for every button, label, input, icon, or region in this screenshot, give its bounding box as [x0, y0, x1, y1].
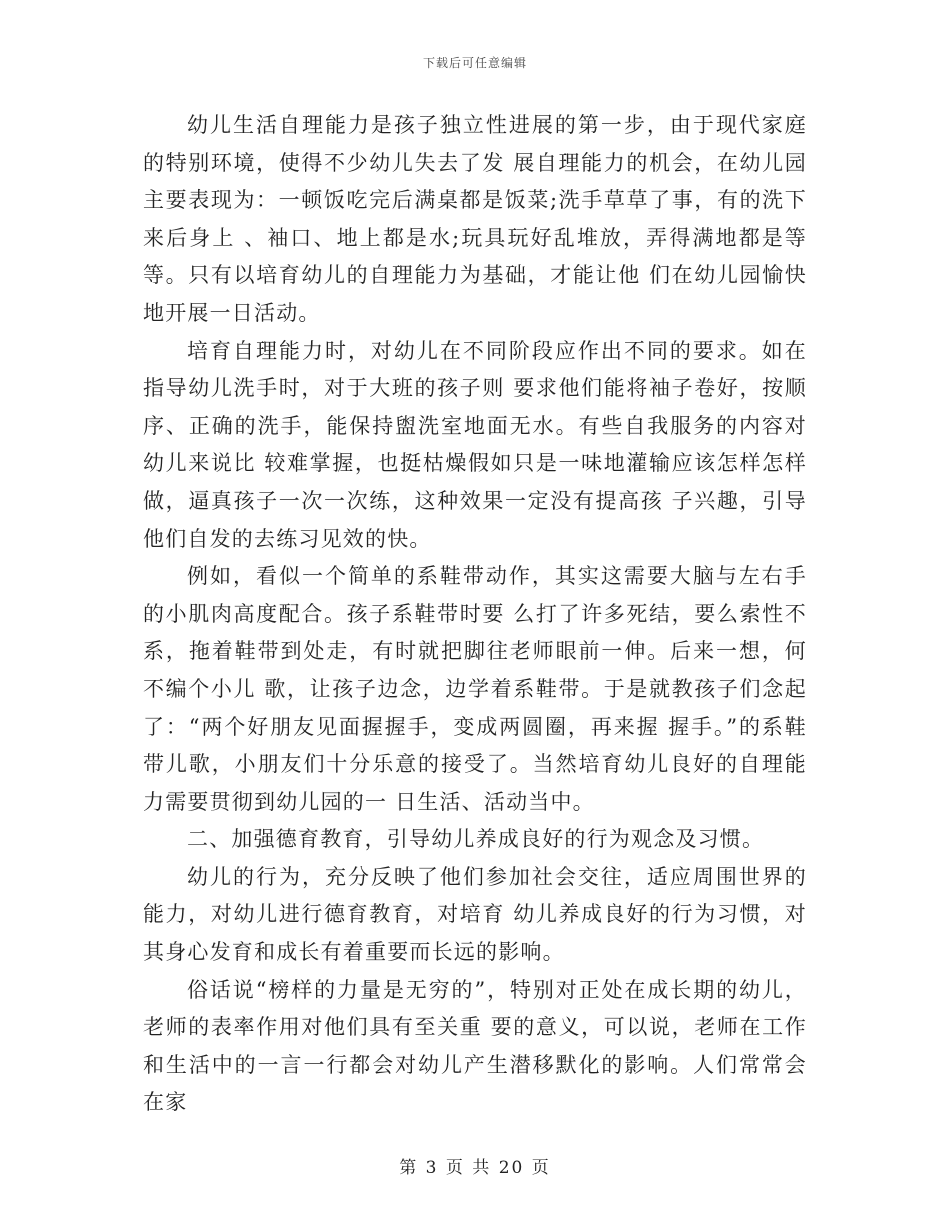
paragraph-child-behavior: 幼儿的行为，充分反映了他们参加社会交往，适应周围世界的能力，对幼儿进行德育教育，对培育 幼儿养成良好的行为习惯，对其身心发育和成长有着重要而长远的影响。	[143, 864, 807, 965]
paragraph-self-care-intro: 幼儿生活自理能力是孩子独立性进展的第一步，由于现代家庭的特别环境，使得不少幼儿失去了发 展自理能力的机会，在幼儿园主要表现为：一顿饭吃完后满桌都是饭菜;洗手草草了事，有的洗下来后身上 、袖口、地上都是水;玩具玩好乱堆放，弄得满地都是等等。只有以培育幼儿的自理能力为基础，才能让他 们在幼儿园愉快地开展一日活动。	[143, 113, 807, 325]
paragraph-teacher-role-model: 俗话说“榜样的力量是无穷的”，特别对正处在成长期的幼儿，老师的表率作用对他们具有至关重 要的意义，可以说，老师在工作和生活中的一言一行都会对幼儿产生潜移默化的影响。人们常常会在家	[143, 977, 807, 1115]
page-number-footer: 第 3 页 共 20 页	[399, 1158, 551, 1178]
paragraph-shoelace-example: 例如，看似一个简单的系鞋带动作，其实这需要大脑与左右手的小肌肉高度配合。孩子系鞋带时要 么打了许多死结，要么索性不系，拖着鞋带到处走，有时就把脚往老师眼前一伸。后来一想，何不编个小儿 歌，让孩子边念，边学着系鞋带。于是就教孩子们念起了：“两个好朋友见面握握手，变成两圆圈，再来握 握手。”的系鞋带儿歌，小朋友们十分乐意的接受了。当然培育幼儿良好的自理能力需要贯彻到幼儿园的一 日生活、活动当中。	[143, 564, 807, 814]
section-heading-moral-education: 二、加强德育教育，引导幼儿养成良好的行为观念及习惯。	[187, 827, 765, 852]
document-body	[143, 107, 807, 1122]
paragraph-stage-requirements: 培育自理能力时，对幼儿在不同阶段应作出不同的要求。如在指导幼儿洗手时，对于大班的孩子则 要求他们能将袖子卷好，按顺序、正确的洗手，能保持盥洗室地面无水。有些自我服务的内容对幼儿来说比 较难掌握，也挺枯燥假如只是一味地灌输应该怎样怎样做，逼真孩子一次一次练，这种效果一定没有提高孩 子兴趣，引导他们自发的去练习见效的快。	[143, 338, 807, 551]
page-header: 下载后可任意编辑	[422, 56, 527, 70]
